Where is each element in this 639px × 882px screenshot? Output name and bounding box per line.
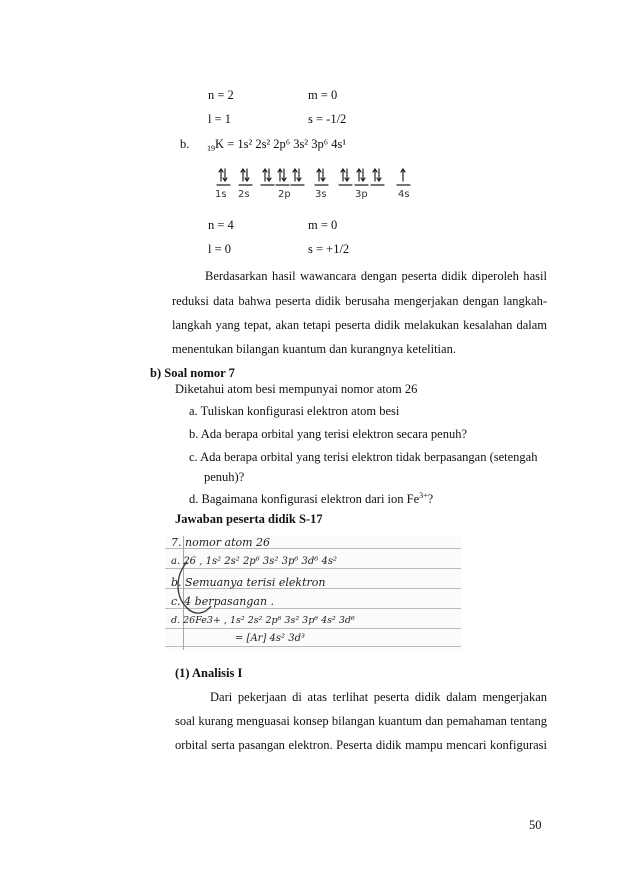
analysis-line-2: soal kurang menguasai konsep bilangan kuantum dan pemahaman tentang	[175, 714, 547, 728]
analysis-line-1: Dari pekerjaan di atas terlihat peserta didik dalam mengerjakan	[210, 690, 547, 704]
handwriting-line-5: d. 26Fe3+ , 1s² 2s² 2p⁶ 3s² 3p⁶ 4s² 3d⁶	[171, 615, 355, 626]
question-c-line-1: c. Ada berapa orbital yang terisi elektron tidak berpasangan (setengah	[189, 450, 538, 464]
page-number: 50	[529, 818, 542, 832]
m-value-1: m = 0	[308, 88, 338, 102]
orbital-label-3p: 3p	[355, 189, 368, 200]
section-b-heading: b) Soal nomor 7	[150, 366, 235, 380]
orbital-label-2p: 2p	[278, 189, 291, 200]
handwritten-answer-image	[165, 536, 461, 650]
analysis-line-3: orbital serta pasangan elektron. Peserta didik mampu mencari konfigurasi	[175, 738, 547, 752]
item-b-label: b.	[180, 137, 190, 151]
n-value-1: n = 2	[208, 88, 234, 102]
k-config-text: K = 1s² 2s² 2p⁶ 3s² 3p⁶ 4s¹	[215, 137, 347, 151]
paragraph-1-line-2: reduksi data bahwa peserta didik berusaha mengerjakan dengan langkah-	[172, 294, 547, 308]
k-configuration	[207, 137, 346, 152]
analysis-heading: (1) Analisis I	[175, 666, 243, 680]
orbital-label-4s: 4s	[398, 189, 410, 200]
handwriting-brace-graphic	[165, 536, 461, 650]
handwriting-line-2: a. 26 , 1s² 2s² 2p⁶ 3s² 3p⁶ 3d⁶ 4s²	[171, 556, 337, 567]
question-c-line-2: penuh)?	[204, 470, 245, 484]
n-value-2: n = 4	[208, 218, 234, 232]
m-value-2: m = 0	[308, 218, 338, 232]
handwriting-line-4: c. 4 berpasangan .	[171, 595, 275, 608]
question-b: b. Ada berapa orbital yang terisi elektron secara penuh?	[189, 427, 468, 441]
handwriting-line-6: = [Ar] 4s² 3d³	[235, 633, 305, 644]
paragraph-1-line-4: menentukan bilangan kuantum dan kurangnya ketelitian.	[172, 342, 456, 356]
atomic-number: 19	[207, 144, 215, 153]
l-value-1: l = 1	[208, 112, 232, 126]
s-value-1: s = -1/2	[308, 112, 347, 126]
question-intro: Diketahui atom besi mempunyai nomor atom 26	[175, 382, 418, 396]
paragraph-1-line-3: langkah yang tepat, akan tetapi peserta didik melakukan kesalahan dalam	[172, 318, 547, 332]
handwriting-line-1: 7. nomor atom 26	[171, 536, 271, 549]
handwriting-line-3: b. Semuanya terisi elektron	[171, 576, 326, 589]
l-value-2: l = 0	[208, 242, 232, 256]
question-a: a. Tuliskan konfigurasi elektron atom besi	[189, 404, 400, 418]
orbital-label-1s: 1s	[215, 189, 227, 200]
orbital-arrows-graphic	[215, 165, 445, 207]
orbital-diagram	[215, 165, 445, 207]
answer-heading: Jawaban peserta didik S-17	[175, 512, 323, 526]
question-d: d. Bagaimana konfigurasi elektron dari ion $Fe^{3+}$?	[189, 491, 434, 507]
paragraph-1-line-1: Berdasarkan hasil wawancara dengan peserta didik diperoleh hasil	[205, 269, 547, 283]
orbital-label-2s: 2s	[238, 189, 250, 200]
orbital-label-3s: 3s	[315, 189, 327, 200]
s-value-2: s = +1/2	[308, 242, 350, 256]
